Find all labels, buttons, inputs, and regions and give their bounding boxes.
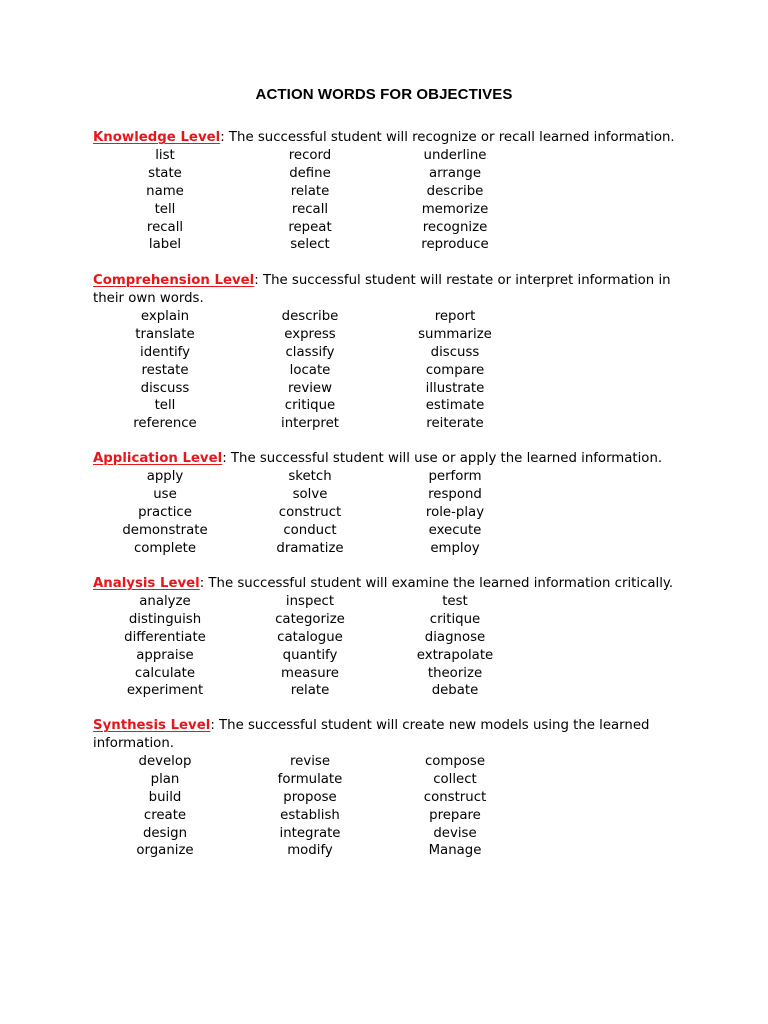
word-row [93,308,683,326]
word-row [93,504,683,522]
word: describe [426,183,484,199]
word: complete [133,540,197,556]
word: build [148,789,182,805]
word: label [148,237,182,253]
word-row [93,647,683,665]
word: solve [292,486,328,502]
word: diagnose [424,629,486,645]
word-grid [93,308,683,433]
level-description: : The successful student will restate or interpret information in their own words. [93,273,671,306]
word: classify [285,344,335,360]
word: role-play [425,504,485,520]
word: list [155,148,175,163]
word: appraise [136,647,194,663]
word-row [93,753,683,771]
word: plan [150,771,180,787]
word: respond [428,486,482,502]
word: practice [138,504,192,520]
word: perform [428,469,482,484]
word: discuss [140,380,190,396]
word-grid [93,147,683,254]
word: calculate [134,665,196,681]
word-row [93,682,683,700]
section-application [93,450,683,557]
level-label: Comprehension Level [93,273,255,288]
section-intro [93,575,683,593]
word: create [143,807,187,823]
word-row [93,380,683,398]
word: measure [281,665,339,681]
word-row [93,219,683,237]
word: debate [431,683,479,699]
word: extrapolate [416,647,494,663]
word: modify [287,843,333,859]
level-description: : The successful student will examine the learned information critically. [199,576,674,591]
section-synthesis [93,717,683,860]
word-grid [93,468,683,557]
word: distinguish [128,611,202,627]
word-row [93,522,683,540]
word: catalogue [277,629,343,645]
word-row [93,326,683,344]
word: recall [146,219,184,235]
level-description: : The successful student will use or apply the learned information. [222,451,663,466]
word: critique [429,611,481,627]
word: Manage [428,843,482,859]
word: reproduce [421,237,489,253]
word: integrate [279,825,341,841]
word: explain [140,309,190,324]
word: analyze [139,594,191,609]
word: organize [136,843,194,859]
word: define [289,165,331,181]
word: tell [154,398,176,414]
word: reiterate [426,416,484,432]
word: recall [291,201,329,217]
word: develop [138,754,192,769]
word: critique [284,398,336,414]
word: experiment [126,683,204,699]
word-row [93,201,683,219]
word-row [93,665,683,683]
word-row [93,236,683,254]
word: compare [425,362,485,378]
word: categorize [275,611,345,627]
word: demonstrate [122,522,208,538]
word-row [93,611,683,629]
word: design [142,825,188,841]
word-row [93,165,683,183]
word-row [93,486,683,504]
word: formulate [277,771,343,787]
word: construct [423,789,487,805]
section-intro [93,450,683,468]
word: report [434,309,476,324]
section-knowledge [93,129,683,254]
section-intro [93,129,683,147]
word-row [93,344,683,362]
word-row [93,397,683,415]
word: dramatize [276,540,344,556]
word: tell [154,201,176,217]
level-label: Application Level [93,451,223,466]
level-description: : The successful student will create new models using the learned information. [93,718,650,751]
word: recognize [422,219,488,235]
section-intro [93,272,683,308]
level-label: Knowledge Level [93,130,221,145]
word: construct [278,504,342,520]
word: reference [133,416,197,432]
word: prepare [429,807,481,823]
word: locate [289,362,331,378]
word-row [93,825,683,843]
word-row [93,593,683,611]
word: interpret [281,416,339,432]
section-intro [93,717,683,753]
word-grid [93,593,683,700]
word-row [93,842,683,860]
word: name [146,183,184,199]
word: underline [423,148,487,163]
word: record [288,148,332,163]
word-row [93,540,683,558]
word: state [148,165,182,181]
word-row [93,183,683,201]
word: apply [146,469,184,484]
section-analysis [93,575,683,700]
word: establish [280,807,340,823]
word: collect [433,771,477,787]
word-row [93,147,683,165]
level-label: Analysis Level [93,576,200,591]
section-comprehension [93,272,683,433]
word: use [153,486,177,502]
word: arrange [428,165,482,181]
word: relate [290,183,330,199]
word: restate [141,362,189,378]
word: estimate [425,398,485,414]
word: conduct [283,522,337,538]
word: review [288,380,332,396]
word-row [93,771,683,789]
word: select [290,237,330,253]
word: devise [433,825,477,841]
word: quantify [282,647,338,663]
word: summarize [418,326,492,342]
word: compose [424,754,486,769]
word: discuss [430,344,480,360]
word-row [93,789,683,807]
word: sketch [288,469,332,484]
word: memorize [421,201,489,217]
word: repeat [288,219,332,235]
word: express [284,326,336,342]
word: describe [281,309,339,324]
word: employ [430,540,480,556]
word: propose [283,789,337,805]
word: revise [289,754,331,769]
word: relate [290,683,330,699]
level-description: : The successful student will recognize or recall learned information. [220,130,675,145]
word: identify [140,344,190,360]
word-row [93,415,683,433]
word-row [93,468,683,486]
word: test [442,594,468,609]
word: inspect [285,594,335,609]
word: differentiate [124,629,206,645]
page-title: ACTION WORDS FOR OBJECTIVES [255,86,513,103]
level-label: Synthesis Level [93,718,211,733]
word: translate [135,326,195,342]
word: execute [428,522,482,538]
word: theorize [427,665,483,681]
word-row [93,362,683,380]
word: illustrate [425,380,485,396]
word-row [93,807,683,825]
word-row [93,629,683,647]
word-grid [93,753,683,860]
